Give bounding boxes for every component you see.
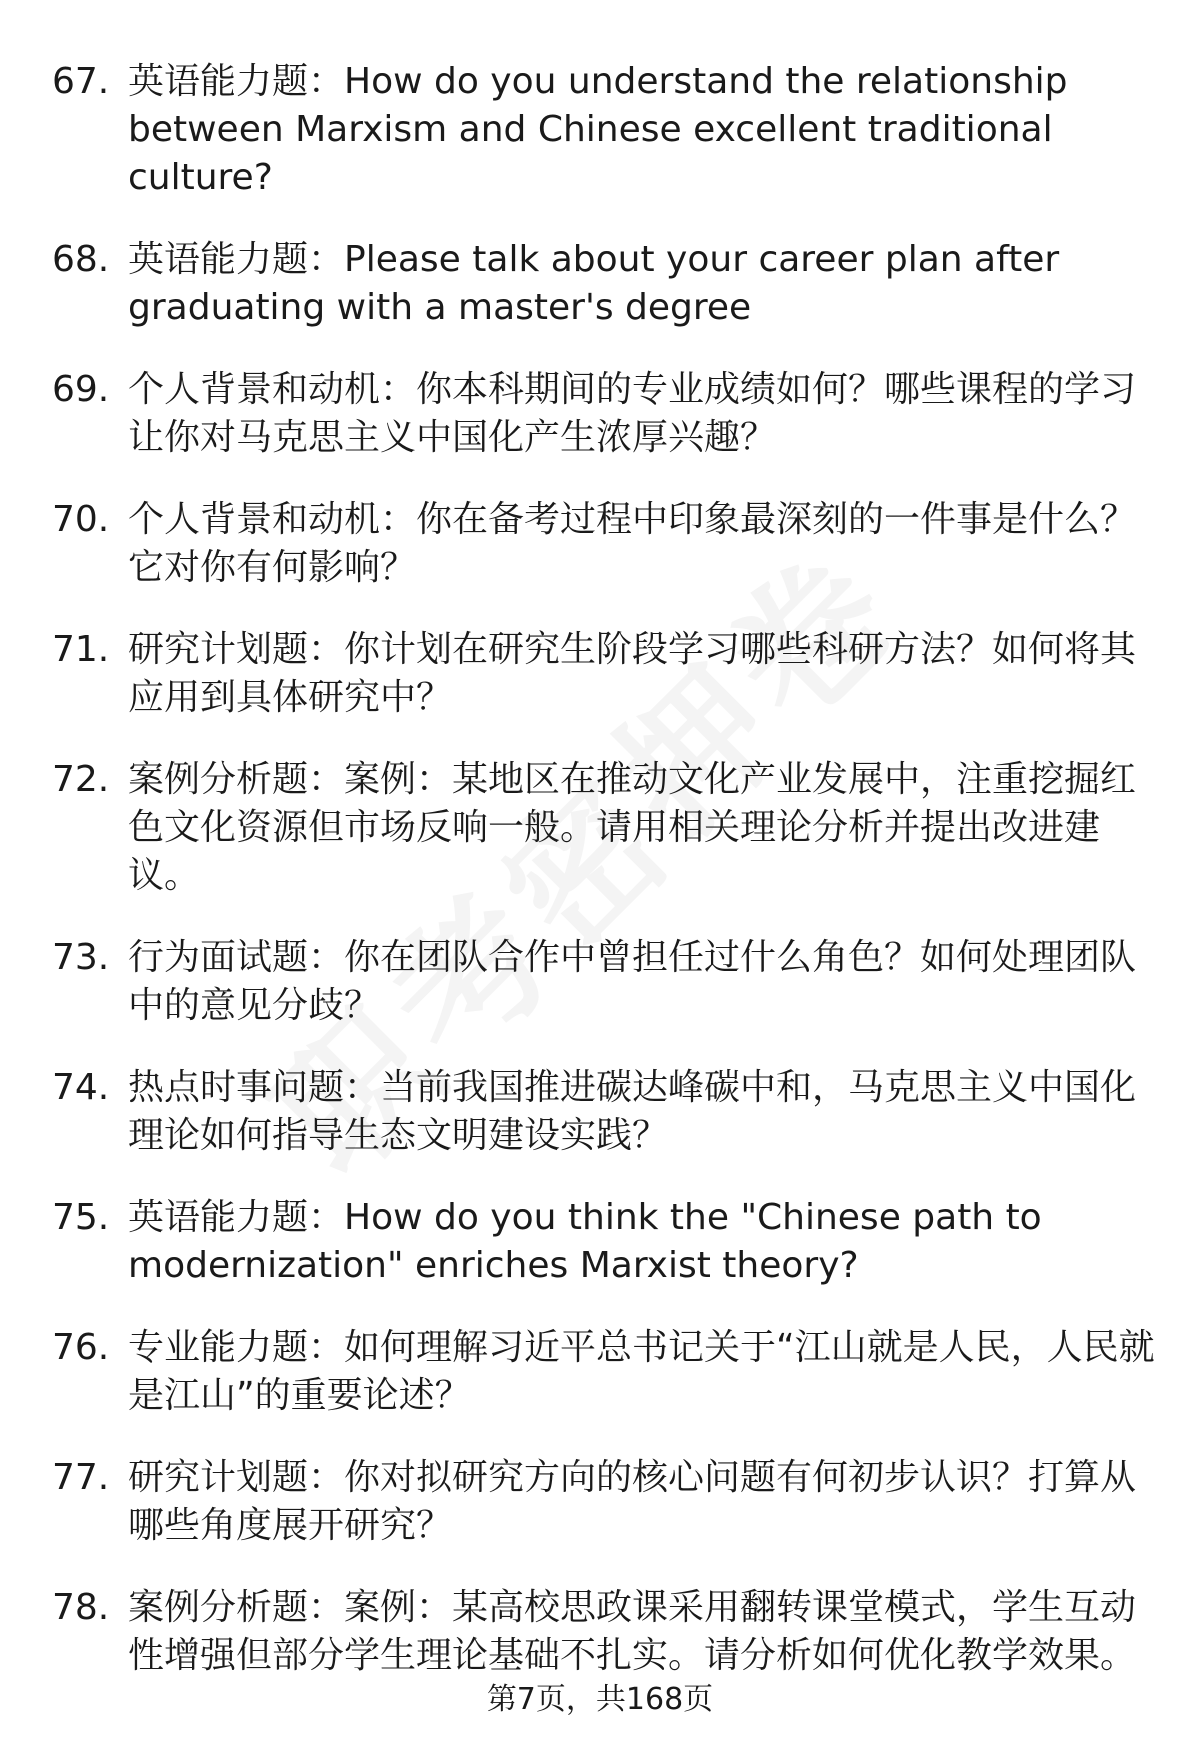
question-item xyxy=(0,1584,1200,1680)
question-text: 研究计划题：你计划在研究生阶段学习哪些科研方法？如何将其应用到具体研究中？ xyxy=(128,629,1137,718)
question-text: 个人背景和动机：你在备考过程中印象最深刻的一件事是什么？它对你有何影响？ xyxy=(128,499,1137,588)
question-number: 73. xyxy=(52,937,110,978)
question-text: 案例分析题：案例：某地区在推动文化产业发展中，注重挖掘红色文化资源但市场反响一般。请用相关理论分析并提出改进建议。 xyxy=(128,759,1137,896)
question-item xyxy=(0,1064,1200,1160)
question-text: 英语能力题：How do you understand the relationship between Marxism and Chinese excellent traditional culture? xyxy=(128,61,1068,198)
question-list xyxy=(0,58,1200,1714)
question-item xyxy=(0,756,1200,900)
question-number: 70. xyxy=(52,499,110,540)
question-item xyxy=(0,496,1200,592)
question-text: 行为面试题：你在团队合作中曾担任过什么角色？如何处理团队中的意见分歧？ xyxy=(128,937,1137,1026)
question-text: 研究计划题：你对拟研究方向的核心问题有何初步认识？打算从哪些角度展开研究？ xyxy=(128,1457,1137,1546)
question-number: 71. xyxy=(52,629,110,670)
question-text: 个人背景和动机：你本科期间的专业成绩如何？哪些课程的学习让你对马克思主义中国化产生浓厚兴趣？ xyxy=(128,369,1137,458)
page-footer xyxy=(0,1680,1200,1720)
question-item xyxy=(0,1194,1200,1290)
question-item xyxy=(0,236,1200,332)
question-number: 75. xyxy=(52,1197,110,1238)
question-item xyxy=(0,934,1200,1030)
question-number: 77. xyxy=(52,1457,110,1498)
question-number: 72. xyxy=(52,759,110,800)
question-number: 76. xyxy=(52,1327,110,1368)
question-number: 74. xyxy=(52,1067,110,1108)
question-item xyxy=(0,1454,1200,1550)
question-item xyxy=(0,58,1200,202)
page-number-label: 第7页，共168页 xyxy=(486,1682,714,1717)
question-text: 英语能力题：How do you think the "Chinese path to modernization" enriches Marxist theory? xyxy=(128,1197,1042,1286)
question-number: 69. xyxy=(52,369,110,410)
question-text: 专业能力题：如何理解习近平总书记关于“江山就是人民，人民就是江山”的重要论述？ xyxy=(128,1327,1155,1416)
question-text: 英语能力题：Please talk about your career plan after graduating with a master's degree xyxy=(128,239,1060,328)
question-number: 68. xyxy=(52,239,110,280)
question-item xyxy=(0,366,1200,462)
question-number: 67. xyxy=(52,61,110,102)
question-number: 78. xyxy=(52,1587,110,1628)
question-item xyxy=(0,626,1200,722)
question-text: 热点时事问题：当前我国推进碳达峰碳中和，马克思主义中国化理论如何指导生态文明建设实践？ xyxy=(128,1067,1137,1156)
question-text: 案例分析题：案例：某高校思政课采用翻转课堂模式，学生互动性增强但部分学生理论基础不扎实。请分析如何优化教学效果。 xyxy=(128,1587,1137,1676)
question-item xyxy=(0,1324,1200,1420)
